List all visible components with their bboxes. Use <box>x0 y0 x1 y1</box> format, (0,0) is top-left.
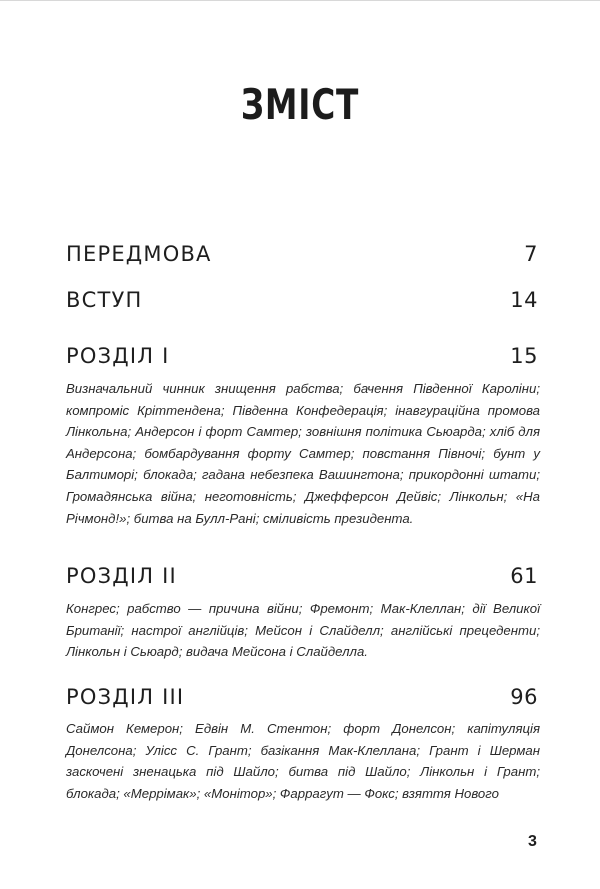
toc-entry-page: 61 <box>510 564 538 588</box>
toc-entry-page: 14 <box>510 288 538 312</box>
toc-entry-description: Визначальний чинник знищення рабства; бачення Південної Кароліни; компроміс Кріттендена; Південна Конфедерація; інавгураційна промова Лінкольна; Андерсон і форт Самтер; зовнішня політика Сьюарда; хліб для Андерсона; бомбардування форту Самтер; повстання Півночі; бунт у Балтиморі; блокада; гадана небезпека Вашингтона; прикордонні штати; Громадянська війна; неготовність; Джефферсон Дейвіс; Лінкольн; «На Річмонд!»; битва на Булл-Рані; сміливість президента. <box>66 381 540 526</box>
toc-entry-chapter-3[interactable] <box>66 685 538 709</box>
toc-entry-title: РОЗДІЛ ІІ <box>66 564 177 588</box>
toc-entry-description: Саймон Кемерон; Едвін М. Стентон; форт Донелсон; капітуляція Донелсона; Улісс С. Грант; базікання Мак-Клеллана; Грант і Шерман заскочені зненацька під Шайло; битва під Шайло; Лінкольн і Грант; блокада; «Меррімак»; «Монітор»; Фаррагут — Фокс; взяття Нового <box>66 721 540 801</box>
toc-entry-page: 15 <box>510 344 538 368</box>
toc-entry-chapter-2[interactable] <box>66 564 538 588</box>
toc-entry-title: РОЗДІЛ І <box>66 344 170 368</box>
toc-entry-introduction[interactable] <box>66 288 538 312</box>
toc-entry-page: 96 <box>510 685 538 709</box>
page-top-border <box>0 0 600 1</box>
toc-entry-chapter-1[interactable] <box>66 344 538 368</box>
toc-entry-title: ВСТУП <box>66 288 143 312</box>
toc-entry-foreword[interactable] <box>66 242 538 266</box>
toc-entry-description: Конгрес; рабство — причина війни; Фремонт; Мак-Клеллан; дії Великої Британії; настрої англійців; Мейсон і Слайделл; англійські прецеденти; Лінкольн і Сьюард; видача Мейсона і Слайделла. <box>66 601 540 660</box>
toc-entry-title: ПЕРЕДМОВА <box>66 242 212 266</box>
toc-entry-page: 7 <box>524 242 538 266</box>
page-title: ЗМІСТ <box>240 80 360 129</box>
page-number: 3 <box>528 833 537 850</box>
toc-entry-title: РОЗДІЛ ІІІ <box>66 685 185 709</box>
